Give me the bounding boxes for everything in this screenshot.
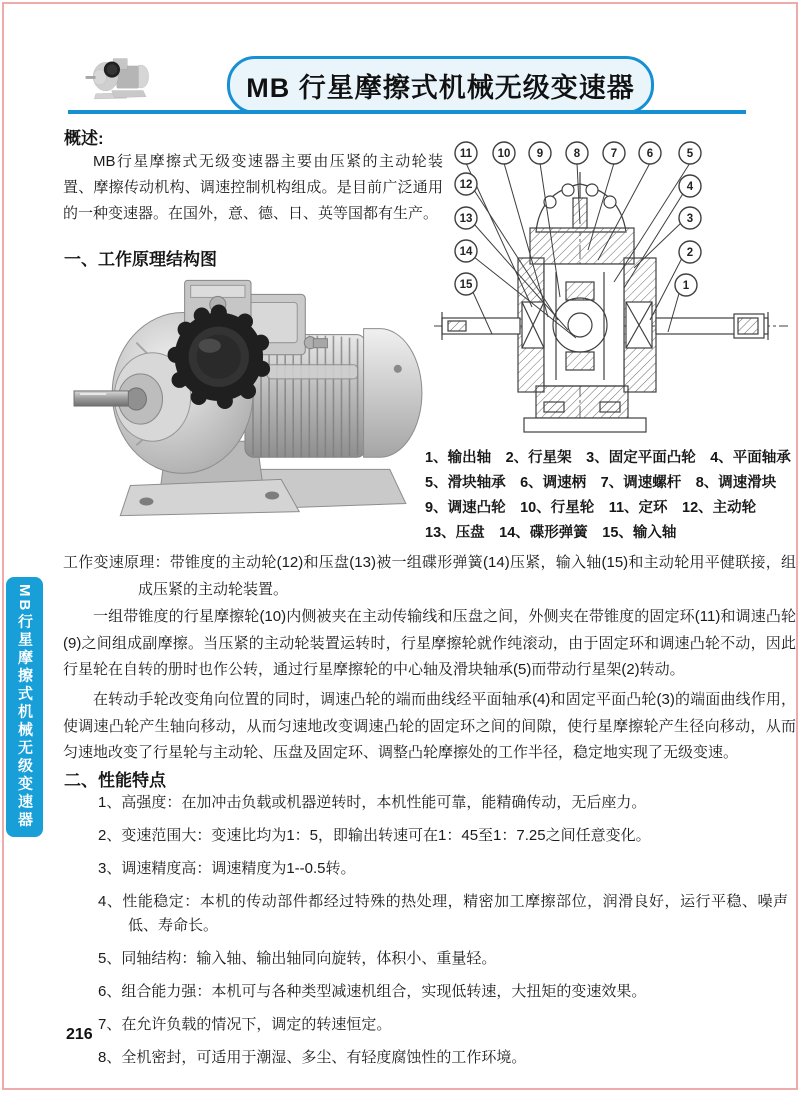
sidebar-chapter-tab xyxy=(6,577,43,837)
overview-paragraph: MB行星摩擦式无级变速器主要由压紧的主动轮装置、摩擦传动机构、调速控制机构组成。是目前广泛通用的一种变速器。在国外，意、德、日、英等国都有生产。 xyxy=(63,153,443,222)
callout-1: 1 xyxy=(682,280,690,292)
callout-15: 15 xyxy=(459,279,473,291)
callout-7: 7 xyxy=(610,148,618,160)
header-divider xyxy=(68,110,746,114)
feature-item: 7、在允许负载的情况下，调定的转速恒定。 xyxy=(98,1016,392,1033)
fan-cover xyxy=(364,329,422,458)
callout-14: 14 xyxy=(459,246,473,258)
sidebar-chapter-label: MB行星摩擦式机械无级变速器 xyxy=(16,584,33,830)
structure-diagram xyxy=(428,132,794,444)
callout-4: 4 xyxy=(686,181,694,193)
paragraph-3: 在转动手轮改变角向位置的同时，调速凸轮的端而曲线经平面轴承(4)和固定平面凸轮(3)的端面曲线作用，使调速凸轮产生轴向移动，从而匀速地改变调速凸轮的固定环之间的间隙，使行星摩擦轮产生径向移动，从而匀速地改变了行星轮与主动轮、压盘及固定环、调整凸轮摩擦处的工作半径，稳定地实现了无级变速。 xyxy=(63,691,796,761)
parts-line: 13、压盘 14、碟形弹簧 15、输入轴 xyxy=(425,525,677,541)
page-number: 216 xyxy=(66,1026,93,1043)
paragraph-2: 一组带锥度的行星摩擦轮(10)内侧被夹在主动传输线和压盘之间，外侧夹在带锥度的固定环(11)和调速凸轮(9)之间组成副摩擦。当压紧的主动轮装置运转时，行星摩擦轮就作纯滚动，由于固定环和调速凸轮不动，因此行星轮在自转的册时也作公转，通过行星摩擦轮的中心轴及滑块轴承(5)而带动行星架(2)转动。 xyxy=(63,608,796,678)
callout-12: 12 xyxy=(459,179,473,191)
feature-list xyxy=(98,791,788,1079)
callout-13: 13 xyxy=(459,213,473,225)
callout-8: 8 xyxy=(573,148,581,160)
feature-item: 4、性能稳定：本机的传动部件都经过特殊的热处理，精密加工摩擦部位，润滑良好，运行平稳、噪声低、寿命长。 xyxy=(98,893,788,934)
feature-item: 8、全机密封，可适用于潮湿、多尘、有轻度腐蚀性的工作环境。 xyxy=(98,1049,527,1066)
parts-line: 9、调速凸轮 10、行星轮 11、定环 12、主动轮 xyxy=(425,500,757,516)
parts-legend xyxy=(425,446,791,546)
overview-heading: 概述: xyxy=(64,129,104,148)
feature-item: 1、高强度：在加冲击负载或机器逆转时，本机性能可靠，能精确传动，无后座力。 xyxy=(98,794,647,811)
section1-heading: 一、工作原理结构图 xyxy=(64,250,217,269)
callout-6: 6 xyxy=(646,148,654,160)
page-title-banner xyxy=(227,56,654,114)
principle-paragraph: 工作变速原理：带锥度的主动轮(12)和压盘(13)被一组碟形弹簧(14)压紧，输入轴(15)和主动轮用平健联接，组成压紧的主动轮装置。 xyxy=(63,554,796,598)
feature-item: 3、调速精度高：调速精度为1--0.5转。 xyxy=(98,860,356,877)
parts-line: 5、滑块轴承 6、调速柄 7、调速螺杆 8、调速滑块 xyxy=(425,475,777,491)
page-title: MB 行星摩擦式机械无级变速器 xyxy=(246,72,635,103)
parts-line: 1、输出轴 2、行星架 3、固定平面凸轮 4、平面轴承 xyxy=(425,450,791,466)
callout-5: 5 xyxy=(686,148,694,160)
callout-2: 2 xyxy=(686,247,694,259)
feature-item: 2、变速范围大：变速比均为1：5，即输出转速可在1：45至1：7.25之间任意变化。 xyxy=(98,827,651,844)
product-photo xyxy=(66,272,438,530)
callout-9: 9 xyxy=(536,148,544,160)
callout-10: 10 xyxy=(497,148,511,160)
feature-item: 6、组合能力强：本机可与各种类型减速机组合，实现低转速，大扭矩的变速效果。 xyxy=(98,983,647,1000)
section2-heading: 二、性能特点 xyxy=(64,771,166,790)
callout-3: 3 xyxy=(686,213,694,225)
feature-item: 5、同轴结构：输入轴、输出轴同向旋转，体积小、重量轻。 xyxy=(98,950,497,967)
header-product-thumbnail-icon xyxy=(84,50,152,106)
callout-11: 11 xyxy=(459,148,473,160)
